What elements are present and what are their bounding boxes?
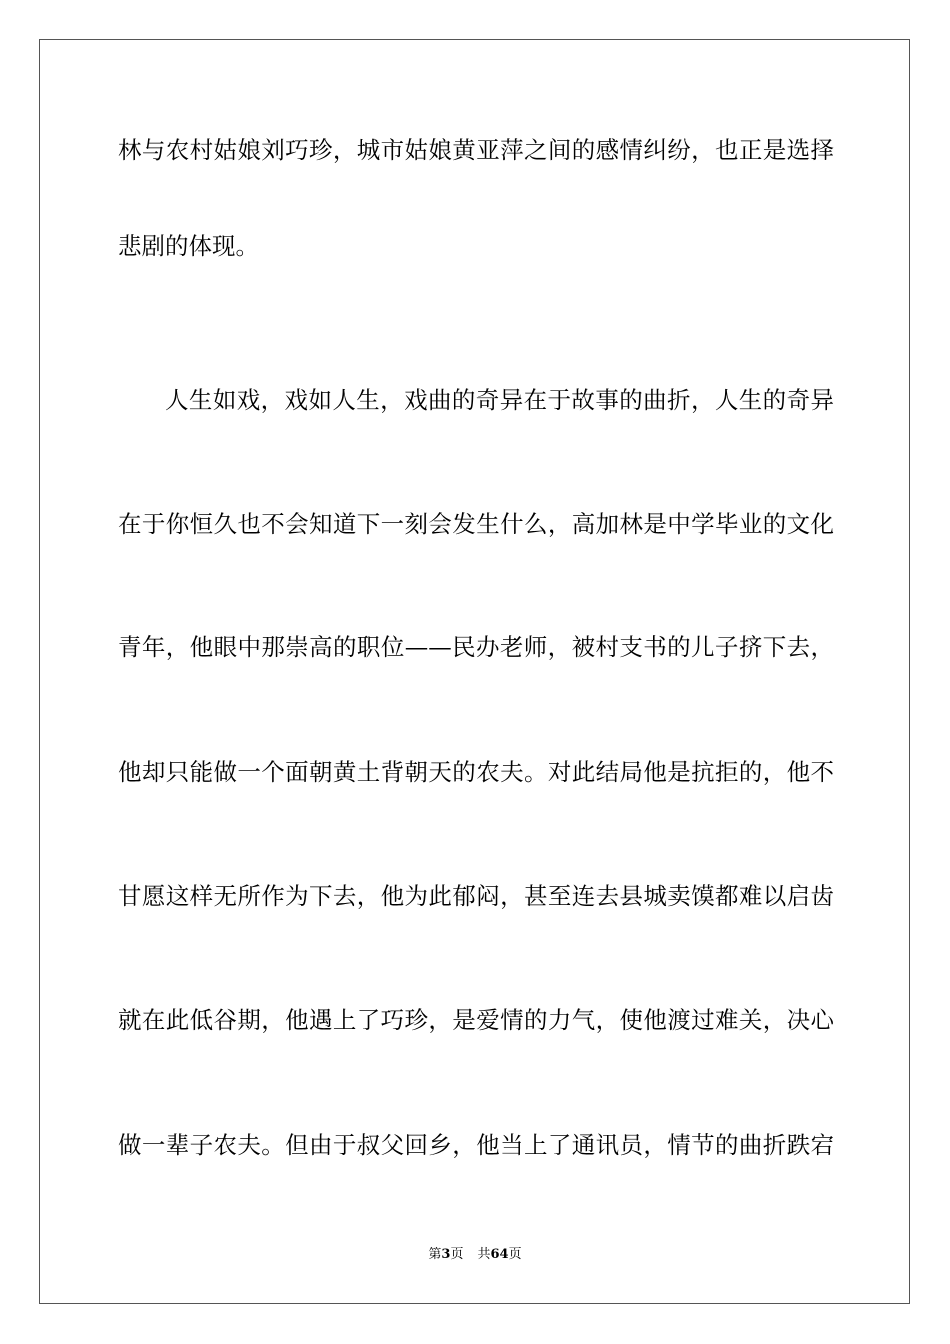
page-suffix: 页 xyxy=(450,1247,464,1262)
total-prefix: 共 xyxy=(477,1247,491,1262)
page-prefix: 第 xyxy=(428,1247,442,1262)
text-line-9: 做一辈子农夫。但由于叔父回乡，他当上了通讯员，情节的曲折跌宕 xyxy=(118,1131,834,1159)
text-line-7: 甘愿这样无所作为下去，他为此郁闷，甚至连去县城卖馍都难以启齿 xyxy=(118,882,834,910)
total-suffix: 页 xyxy=(508,1247,522,1262)
total-pages: 64 xyxy=(490,1247,509,1262)
text-line-5: 青年，他眼中那崇高的职位——民办老师，被村支书的儿子挤下去， xyxy=(118,633,834,661)
text-line-8: 就在此低谷期，他遇上了巧珍，是爱情的力气，使他渡过难关，决心 xyxy=(118,1006,834,1034)
text-line-2: 悲剧的体现。 xyxy=(118,232,259,260)
page-footer xyxy=(0,1246,950,1264)
text-line-3: 人生如戏，戏如人生，戏曲的奇异在于故事的曲折，人生的奇异 xyxy=(165,386,834,414)
page-number: 3 xyxy=(441,1247,451,1262)
text-line-1: 林与农村姑娘刘巧珍，城市姑娘黄亚萍之间的感情纠纷，也正是选择 xyxy=(118,136,834,164)
text-line-6: 他却只能做一个面朝黄土背朝天的农夫。对此结局他是抗拒的，他不 xyxy=(118,758,834,786)
text-line-4: 在于你恒久也不会知道下一刻会发生什么，高加林是中学毕业的文化 xyxy=(118,510,834,538)
